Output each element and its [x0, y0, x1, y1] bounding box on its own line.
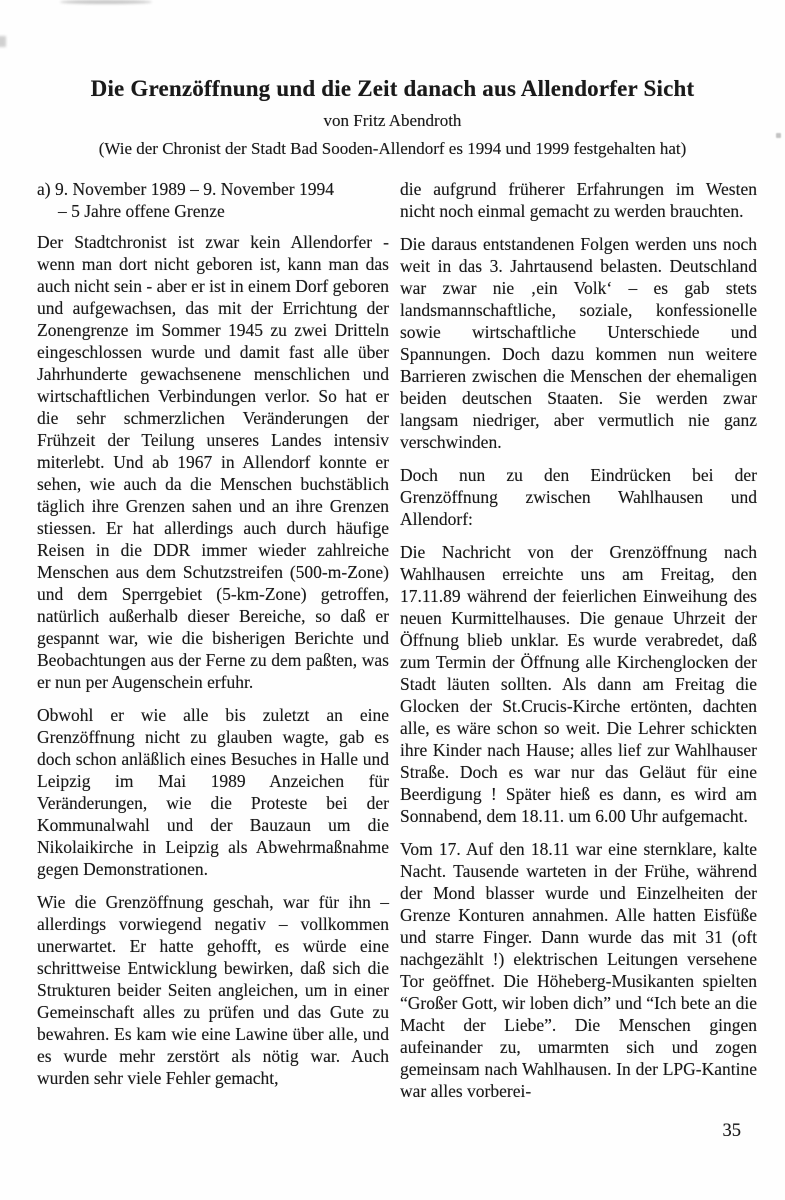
paragraph: Der Stadtchronist ist zwar kein Allendorfer - wenn man dort nicht geboren ist, kann man das auch nicht sein - aber er ist in einem Dorf geboren und aufgewachsen, das mit der Errichtung der Zonengrenze im Sommer 1945 zu zwei Dritteln eingeschlossen wurde und damit fast alle über Jahrhunderte gewachsenene menschlichen und wirtschaftlichen Verbindungen verlor. So hat er die sehr schmerzlichen Veränderungen der Frühzeit der Teilung unseres Landes intensiv miterlebt. Und ab 1967 in Allendorf konnte er sehen, wie auch da die Menschen buchstäblich täglich ihre Grenzen sahen und an ihre Grenzen stiessen. Er hat allerdings auch durch häufige Reisen in die DDR immer wieder zahlreiche Menschen aus dem Schutzstreifen (500-m-Zone) und dem Sperrgebiet (5-km-Zone) getroffen, natürlich außerhalb dieser Bereiche, so daß er gespannt war, wie die bisherigen Berichte und Beobachtungen aus der Ferne zu dem paßten, was er nun per Augenschein erfuhr. — [37, 232, 389, 693]
paragraph: die aufgrund früherer Erfahrungen im Westen nicht noch einmal gemacht zu werden brauchten. — [400, 179, 757, 222]
subtitle: (Wie der Chronist der Stadt Bad Sooden-Allendorf es 1994 und 1999 festgehalten hat) — [98, 139, 687, 159]
section-heading-line1: a) 9. November 1989 – 9. November 1994 — [37, 179, 334, 200]
left-column — [37, 178, 389, 1102]
right-column — [400, 178, 757, 1102]
two-column-body — [37, 178, 757, 1102]
paragraph: Die Nachricht von der Grenzöffnung nach Wahlhausen erreichte uns am Freitag, den 17.11.89 während der feierlichen Einweihung des neuen Kurmittelhauses. Die genaue Uhrzeit der Öffnung blieb unklar. Es wurde verabredet, daß zum Termin der Öffnung alle Kirchenglocken der Stadt läuten sollten. Als dann am Freitag die Glocken der St.Crucis-Kirche ertönten, dachten alle, es wäre schon so weit. Die Lehrer schickten ihre Kinder nach Hause; alles lief zur Wahlhauser Straße. Doch es war nur das Geläut für eine Beerdigung ! Später hieß es dann, es wird am Sonnabend, dem 18.11. um 6.00 Uhr aufgemacht. — [400, 542, 757, 827]
page-number: 35 — [722, 1121, 741, 1141]
paragraph: Obwohl er wie alle bis zuletzt an eine Grenzöffnung nicht zu glauben wagte, gab es doch schon anläßlich eines Besuches in Halle und Leipzig im Mai 1989 Anzeichen für Veränderungen, wie die Proteste bei der Kommunalwahl und der Bauzaun um die Nikolaikirche in Leipzig als Abwehrmaßnahme gegen Demonstrationen. — [37, 705, 389, 880]
page-title: Die Grenzöffnung und die Zeit danach aus Allendorfer Sicht — [90, 76, 695, 101]
section-heading — [37, 178, 389, 222]
paragraph: Vom 17. Auf den 18.11 war eine sternklare, kalte Nacht. Tausende warteten in der Frühe, während der Mond blasser wurde und Einzelheiten der Grenze Konturen annahmen. Alle hatten Eisfüße und starre Finger. Dann wurde das mit 31 (oft nachgezählt !) elektrischen Leitungen versehene Tor geöffnet. Die Höheberg-Musikanten spielten “Großer Gott, wir loben dich” und “Ich bete an die Macht der Liebe”. Die Menschen gingen aufeinander zu, umarmten sich und zogen gemeinsam nach Wahlhausen. In der LPG-Kantine war alles vorberei- — [400, 839, 757, 1102]
document-header — [0, 0, 785, 159]
byline: von Fritz Abendroth — [323, 111, 462, 131]
paragraph: Doch nun zu den Eindrücken bei der Grenzöffnung zwischen Wahlhausen und Allendorf: — [400, 465, 757, 530]
paragraph: Die daraus entstandenen Folgen werden uns noch weit in das 3. Jahrtausend belasten. Deutschland war zwar nie ‚ein Volk‘ – es gab stets landsmannschaftliche, soziale, konfessionelle sowie wirtschaftliche Unterschiede und Spannungen. Doch dazu kommen nun weitere Barrieren zwischen die Menschen der ehemaligen beiden deutschen Staaten. Sie werden zwar langsam niedriger, aber vermutlich nie ganz verschwinden. — [400, 234, 757, 453]
section-heading-line2: – 5 Jahre offene Grenze — [58, 201, 225, 222]
paragraph: Wie die Grenzöffnung geschah, war für ihn – allerdings vorwiegend negativ – vollkommen unerwartet. Er hatte gehofft, es würde eine schrittweise Entwicklung bewirken, daß sich die Strukturen beider Seiten angleichen, um in einer Gemeinschaft alles zu prüfen und das Gute zu bewahren. Es kam wie eine Lawine über alle, und es wurde mehr zerstört als nötig war. Auch wurden sehr viele Fehler gemacht, — [37, 892, 389, 1089]
